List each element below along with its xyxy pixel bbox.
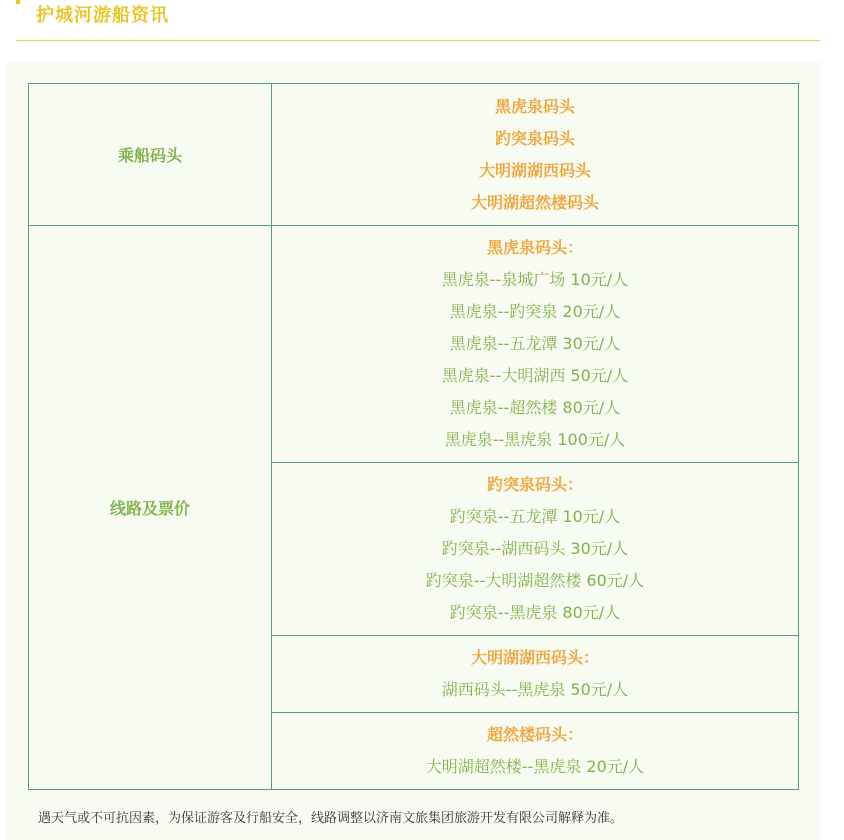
route-group-chaoranlou: [272, 713, 799, 790]
route-group-heading: 超然楼码头：: [486, 725, 583, 744]
route-line: 黑虎泉--趵突泉 20元/人: [449, 302, 621, 321]
route-group-heading: 黑虎泉码头：: [486, 238, 583, 257]
route-group-heading: 大明湖湖西码头：: [470, 648, 599, 667]
route-line: 黑虎泉--超然楼 80元/人: [449, 398, 621, 417]
dock-item: 黑虎泉码头: [494, 96, 575, 116]
docks-label: 乘船码头: [29, 84, 272, 226]
route-group-heading: 趵突泉码头：: [486, 475, 583, 494]
routes-label: 线路及票价: [29, 226, 272, 790]
docks-row: [29, 84, 799, 226]
dock-item: 趵突泉码头: [494, 128, 575, 148]
route-line: 湖西码头--黑虎泉 50元/人: [441, 680, 629, 699]
footer-note: 遇天气或不可抗因素，为保证游客及行船安全，线路调整以济南文旅集团旅游开发有限公司解释为准。: [38, 811, 624, 826]
page-title: 护城河游船资讯: [36, 5, 169, 26]
corner-marker: [16, 0, 20, 4]
route-line: 大明湖超然楼--黑虎泉 20元/人: [425, 757, 645, 776]
route-line: 趵突泉--黑虎泉 80元/人: [449, 603, 621, 622]
route-line: 趵突泉--五龙潭 10元/人: [449, 507, 621, 526]
title-divider: [16, 40, 820, 41]
docks-list: [272, 84, 799, 226]
dock-item: 大明湖超然楼码头: [470, 192, 599, 212]
dock-item: 大明湖湖西码头: [478, 160, 591, 180]
route-line: 黑虎泉--五龙潭 30元/人: [449, 334, 621, 353]
route-line: 黑虎泉--泉城广场 10元/人: [441, 270, 629, 289]
boat-info-table: [28, 83, 799, 790]
route-group-huxi: [272, 636, 799, 713]
route-line: 趵突泉--大明湖超然楼 60元/人: [425, 571, 645, 590]
route-line: 趵突泉--湖西码头 30元/人: [441, 539, 629, 558]
route-line: 黑虎泉--黑虎泉 100元/人: [444, 430, 626, 449]
route-group-heihuquan: [272, 226, 799, 463]
route-group-row: [29, 226, 799, 463]
route-group-baotuquan: [272, 463, 799, 636]
route-line: 黑虎泉--大明湖西 50元/人: [441, 366, 629, 385]
